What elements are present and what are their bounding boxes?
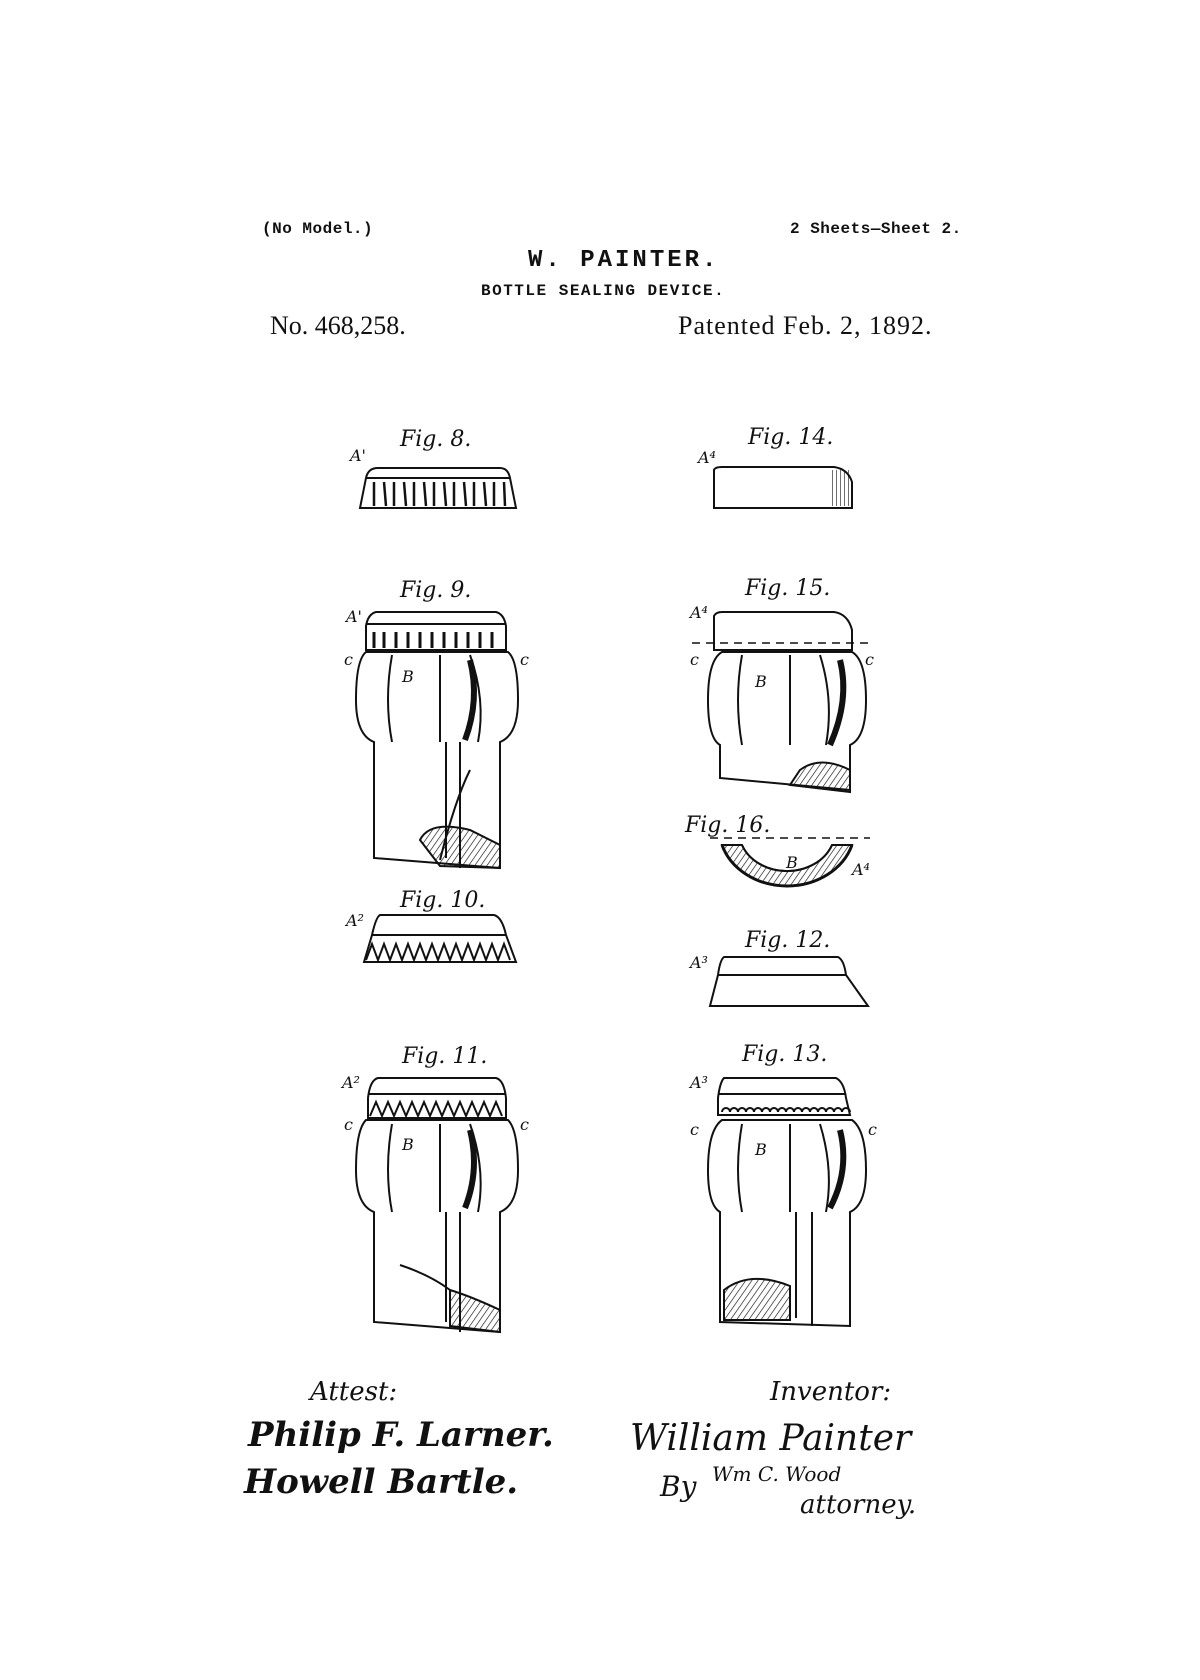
fig9-bottle [356,612,518,868]
ref-c-fig15-left: c [690,650,699,669]
inventor-name: W. PAINTER. [528,247,720,274]
ref-b-fig9: B [402,667,414,686]
ref-b-fig11: B [402,1135,414,1154]
witness2-signature: Howell Bartle. [244,1462,519,1502]
fig10-label: Fig. 10. [400,888,486,913]
attorney-label: attorney. [800,1490,917,1520]
fig9-label: Fig. 9. [400,578,472,603]
fig16-label: Fig. 16. [685,813,771,838]
sheet-indicator: 2 Sheets—Sheet 2. [790,220,962,238]
ref-a1-fig8: A' [350,446,366,465]
fig12-label: Fig. 12. [745,928,831,953]
ref-c-fig13-left: c [690,1120,699,1139]
inventor-signature: William Painter [630,1418,912,1459]
ref-c-fig11-left: c [344,1115,353,1134]
inventor-heading: Inventor: [770,1377,892,1407]
by-label: By [660,1470,697,1503]
patent-date: Patented Feb. 2, 1892. [678,311,933,340]
fig14-label: Fig. 14. [748,425,834,450]
fig13-bottle [708,1078,866,1326]
fig11-label: Fig. 11. [402,1044,488,1069]
ref-a3-fig13: A³ [690,1073,708,1092]
ref-a1-fig9: A' [346,607,362,626]
ref-c-fig13-right: c [868,1120,877,1139]
ref-a4-fig15: A⁴ [690,603,708,622]
attest-heading: Attest: [310,1377,398,1407]
fig16-section [710,838,870,886]
fig15-bottle [692,612,870,792]
ref-b-fig16: B [786,853,798,872]
witness1-signature: Philip F. Larner. [248,1415,554,1455]
fig8-crown-cap [360,468,516,508]
fig14-plain-cap [714,467,852,508]
ref-c-fig9-right: c [520,650,529,669]
fig12-flared-cap [710,957,868,1006]
fig10-serrated-cap [364,915,516,962]
ref-b-fig15: B [755,672,767,691]
attorney-name: Wm C. Wood [712,1462,842,1486]
ref-a2-fig11: A² [342,1073,360,1092]
fig11-bottle [356,1078,518,1332]
device-title: BOTTLE SEALING DEVICE. [481,282,726,300]
ref-c-fig11-right: c [520,1115,529,1134]
ref-c-fig15-right: c [865,650,874,669]
fig8-label: Fig. 8. [400,427,472,452]
patent-number: No. 468,258. [270,311,406,340]
ref-b-fig13: B [755,1140,767,1159]
ref-a4-fig16: A⁴ [852,860,870,879]
no-model-note: (No Model.) [262,220,374,238]
ref-c-fig9-left: c [344,650,353,669]
ref-a4-fig14: A⁴ [698,448,716,467]
ref-a3-fig12: A³ [690,953,708,972]
fig13-label: Fig. 13. [742,1042,828,1067]
ref-a2-fig10: A² [346,911,364,930]
fig15-label: Fig. 15. [745,576,831,601]
